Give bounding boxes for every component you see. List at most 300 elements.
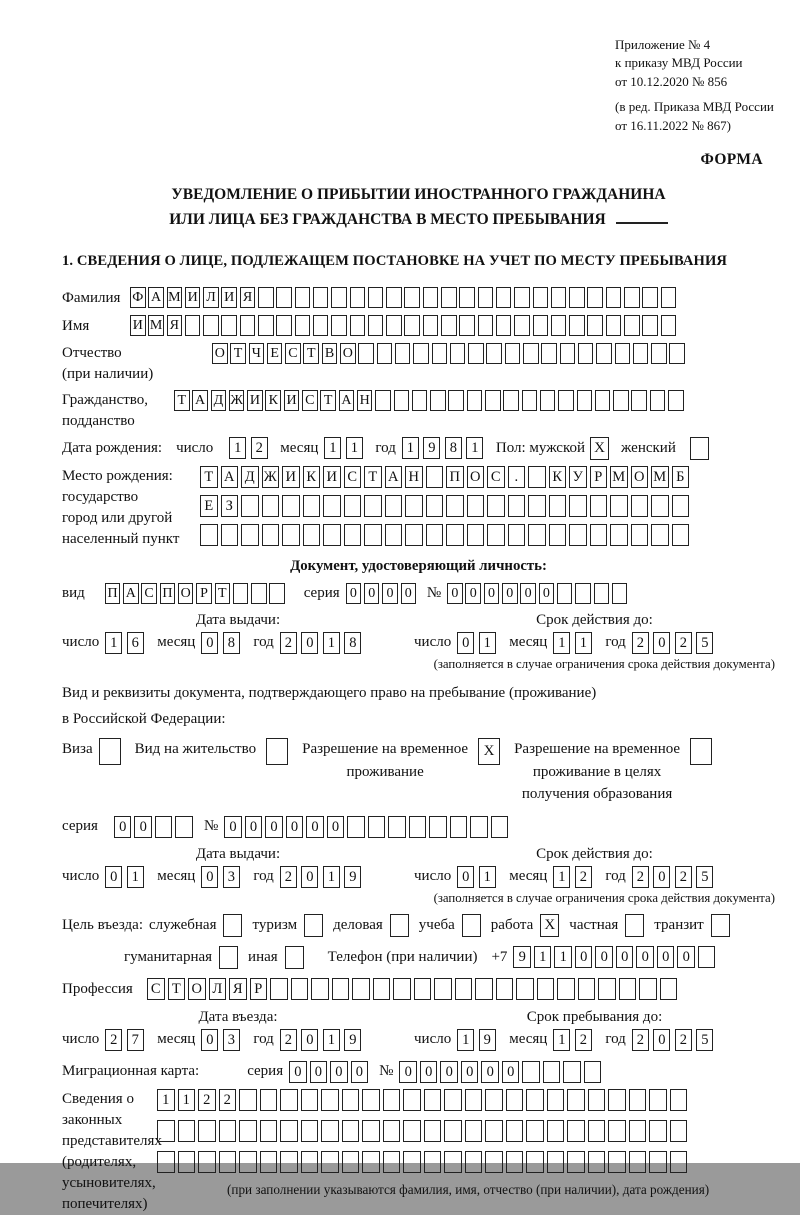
char-cell[interactable]: И — [130, 315, 146, 336]
char-cell[interactable] — [301, 1151, 319, 1173]
char-cell[interactable] — [157, 1120, 175, 1142]
char-cell[interactable]: Ф — [130, 287, 146, 308]
char-cell[interactable] — [368, 315, 384, 336]
char-cell[interactable] — [282, 524, 300, 546]
char-cell[interactable]: 0 — [105, 866, 122, 888]
char-cell[interactable] — [178, 1120, 196, 1142]
char-cell[interactable] — [344, 524, 362, 546]
char-cell[interactable]: З — [221, 495, 239, 517]
char-cell[interactable] — [487, 495, 505, 517]
char-cell[interactable] — [414, 978, 432, 1000]
char-cell[interactable] — [506, 1151, 524, 1173]
char-cell[interactable]: 0 — [484, 583, 500, 604]
char-cell[interactable] — [649, 1089, 667, 1111]
char-cell[interactable]: 2 — [251, 437, 268, 459]
char-cell[interactable] — [405, 495, 423, 517]
char-cell[interactable] — [594, 583, 610, 604]
char-cell[interactable] — [467, 524, 485, 546]
char-cell[interactable] — [239, 1151, 257, 1173]
char-cell[interactable] — [613, 390, 629, 411]
char-cell[interactable] — [590, 524, 608, 546]
char-cell[interactable] — [426, 495, 444, 517]
char-cell[interactable]: 0 — [201, 632, 218, 654]
char-cell[interactable] — [642, 287, 658, 308]
char-cell[interactable] — [631, 390, 647, 411]
char-cell[interactable] — [615, 343, 631, 364]
char-cell[interactable] — [233, 583, 249, 604]
char-cell[interactable]: 1 — [157, 1089, 175, 1111]
char-cell[interactable]: 2 — [675, 632, 692, 654]
char-cell[interactable] — [595, 390, 611, 411]
char-cell[interactable] — [280, 1089, 298, 1111]
char-cell[interactable]: 2 — [632, 866, 649, 888]
purpose-other-checkbox[interactable] — [285, 946, 304, 969]
char-cell[interactable] — [404, 287, 420, 308]
char-cell[interactable]: П — [160, 583, 176, 604]
char-cell[interactable]: 0 — [575, 946, 593, 968]
char-cell[interactable] — [629, 1120, 647, 1142]
char-cell[interactable]: 2 — [198, 1089, 216, 1111]
char-cell[interactable] — [543, 1061, 561, 1083]
char-cell[interactable]: 0 — [653, 632, 670, 654]
char-cell[interactable]: Р — [196, 583, 212, 604]
char-cell[interactable]: 0 — [502, 1061, 520, 1083]
char-cell[interactable] — [465, 1120, 483, 1142]
purpose-private-checkbox[interactable] — [625, 914, 644, 937]
char-cell[interactable] — [610, 524, 628, 546]
char-cell[interactable]: Я — [167, 315, 183, 336]
char-cell[interactable] — [459, 287, 475, 308]
char-cell[interactable] — [486, 343, 502, 364]
char-cell[interactable] — [321, 1089, 339, 1111]
char-cell[interactable] — [424, 1089, 442, 1111]
char-cell[interactable]: Т — [364, 466, 382, 488]
char-cell[interactable] — [441, 287, 457, 308]
char-cell[interactable] — [508, 495, 526, 517]
char-cell[interactable] — [496, 287, 512, 308]
char-cell[interactable]: С — [285, 343, 301, 364]
char-cell[interactable] — [624, 287, 640, 308]
char-cell[interactable] — [608, 1120, 626, 1142]
char-cell[interactable] — [375, 390, 391, 411]
char-cell[interactable] — [468, 343, 484, 364]
char-cell[interactable] — [424, 1120, 442, 1142]
char-cell[interactable]: 8 — [344, 632, 361, 654]
char-cell[interactable] — [383, 1120, 401, 1142]
char-cell[interactable]: 2 — [575, 866, 592, 888]
char-cell[interactable]: 0 — [616, 946, 634, 968]
char-cell[interactable] — [528, 466, 546, 488]
char-cell[interactable] — [459, 315, 475, 336]
char-cell[interactable]: 0 — [301, 632, 318, 654]
char-cell[interactable]: С — [147, 978, 165, 1000]
char-cell[interactable] — [639, 978, 657, 1000]
char-cell[interactable] — [301, 1120, 319, 1142]
char-cell[interactable]: 0 — [245, 816, 263, 838]
char-cell[interactable] — [368, 287, 384, 308]
char-cell[interactable] — [610, 495, 628, 517]
char-cell[interactable]: 6 — [127, 632, 144, 654]
purpose-work-checkbox[interactable]: X — [540, 914, 559, 937]
char-cell[interactable] — [485, 1151, 503, 1173]
char-cell[interactable] — [541, 343, 557, 364]
char-cell[interactable]: Д — [241, 466, 259, 488]
char-cell[interactable] — [276, 315, 292, 336]
char-cell[interactable] — [670, 1151, 688, 1173]
char-cell[interactable] — [441, 315, 457, 336]
char-cell[interactable]: М — [651, 466, 669, 488]
char-cell[interactable] — [661, 315, 677, 336]
char-cell[interactable]: 1 — [178, 1089, 196, 1111]
char-cell[interactable]: 1 — [324, 437, 341, 459]
char-cell[interactable] — [178, 1151, 196, 1173]
char-cell[interactable] — [503, 390, 519, 411]
char-cell[interactable] — [608, 1151, 626, 1173]
char-cell[interactable] — [505, 343, 521, 364]
char-cell[interactable]: 0 — [327, 816, 345, 838]
char-cell[interactable] — [175, 816, 193, 838]
char-cell[interactable] — [386, 287, 402, 308]
char-cell[interactable] — [528, 495, 546, 517]
char-cell[interactable]: К — [549, 466, 567, 488]
char-cell[interactable]: Е — [200, 495, 218, 517]
char-cell[interactable]: 7 — [127, 1029, 144, 1051]
char-cell[interactable]: Я — [229, 978, 247, 1000]
char-cell[interactable] — [590, 495, 608, 517]
char-cell[interactable]: И — [282, 466, 300, 488]
char-cell[interactable] — [455, 978, 473, 1000]
char-cell[interactable] — [670, 1120, 688, 1142]
char-cell[interactable] — [598, 978, 616, 1000]
char-cell[interactable] — [669, 343, 685, 364]
char-cell[interactable]: 0 — [201, 866, 218, 888]
visa-checkbox[interactable] — [99, 738, 121, 765]
char-cell[interactable] — [219, 1120, 237, 1142]
char-cell[interactable] — [383, 1089, 401, 1111]
char-cell[interactable] — [596, 343, 612, 364]
char-cell[interactable]: 3 — [223, 866, 240, 888]
char-cell[interactable]: Т — [174, 390, 190, 411]
char-cell[interactable]: 1 — [466, 437, 483, 459]
char-cell[interactable]: 0 — [265, 816, 283, 838]
char-cell[interactable] — [350, 315, 366, 336]
char-cell[interactable]: 0 — [286, 816, 304, 838]
char-cell[interactable]: 1 — [229, 437, 246, 459]
char-cell[interactable]: Ч — [249, 343, 265, 364]
char-cell[interactable]: М — [148, 315, 164, 336]
char-cell[interactable] — [651, 343, 667, 364]
char-cell[interactable] — [448, 390, 464, 411]
char-cell[interactable] — [280, 1120, 298, 1142]
char-cell[interactable] — [303, 495, 321, 517]
char-cell[interactable] — [465, 1151, 483, 1173]
char-cell[interactable]: К — [303, 466, 321, 488]
char-cell[interactable] — [470, 816, 488, 838]
char-cell[interactable]: 0 — [351, 1061, 369, 1083]
char-cell[interactable] — [432, 343, 448, 364]
char-cell[interactable] — [403, 1151, 421, 1173]
char-cell[interactable] — [547, 1151, 565, 1173]
char-cell[interactable]: 0 — [134, 816, 152, 838]
char-cell[interactable]: 0 — [399, 1061, 417, 1083]
char-cell[interactable]: 1 — [127, 866, 144, 888]
char-cell[interactable] — [426, 524, 444, 546]
char-cell[interactable] — [569, 287, 585, 308]
char-cell[interactable] — [358, 343, 374, 364]
char-cell[interactable] — [567, 1151, 585, 1173]
char-cell[interactable] — [651, 524, 669, 546]
char-cell[interactable]: А — [148, 287, 164, 308]
char-cell[interactable] — [423, 315, 439, 336]
char-cell[interactable] — [413, 343, 429, 364]
char-cell[interactable]: С — [141, 583, 157, 604]
char-cell[interactable]: А — [221, 466, 239, 488]
char-cell[interactable]: 0 — [457, 866, 474, 888]
char-cell[interactable] — [569, 495, 587, 517]
char-cell[interactable] — [270, 978, 288, 1000]
char-cell[interactable] — [291, 978, 309, 1000]
char-cell[interactable]: Ж — [229, 390, 245, 411]
char-cell[interactable]: 2 — [675, 866, 692, 888]
char-cell[interactable] — [533, 315, 549, 336]
char-cell[interactable] — [475, 978, 493, 1000]
char-cell[interactable] — [362, 1151, 380, 1173]
char-cell[interactable]: 0 — [440, 1061, 458, 1083]
char-cell[interactable]: А — [123, 583, 139, 604]
char-cell[interactable]: О — [178, 583, 194, 604]
char-cell[interactable] — [362, 1120, 380, 1142]
char-cell[interactable]: 5 — [696, 632, 713, 654]
char-cell[interactable] — [364, 495, 382, 517]
char-cell[interactable] — [526, 1151, 544, 1173]
char-cell[interactable] — [393, 978, 411, 1000]
char-cell[interactable] — [282, 495, 300, 517]
char-cell[interactable]: Р — [590, 466, 608, 488]
char-cell[interactable]: 0 — [114, 816, 132, 838]
char-cell[interactable] — [450, 343, 466, 364]
char-cell[interactable]: Т — [303, 343, 319, 364]
char-cell[interactable] — [344, 495, 362, 517]
char-cell[interactable] — [587, 315, 603, 336]
char-cell[interactable] — [383, 1151, 401, 1173]
char-cell[interactable] — [203, 315, 219, 336]
char-cell[interactable] — [403, 1089, 421, 1111]
char-cell[interactable] — [350, 287, 366, 308]
char-cell[interactable] — [342, 1151, 360, 1173]
char-cell[interactable] — [514, 315, 530, 336]
char-cell[interactable]: 0 — [201, 1029, 218, 1051]
char-cell[interactable] — [412, 390, 428, 411]
char-cell[interactable] — [385, 495, 403, 517]
char-cell[interactable] — [221, 315, 237, 336]
char-cell[interactable] — [450, 816, 468, 838]
char-cell[interactable] — [670, 1089, 688, 1111]
char-cell[interactable] — [478, 287, 494, 308]
char-cell[interactable]: 0 — [289, 1061, 307, 1083]
char-cell[interactable] — [276, 287, 292, 308]
char-cell[interactable] — [221, 524, 239, 546]
char-cell[interactable] — [578, 343, 594, 364]
char-cell[interactable] — [465, 1089, 483, 1111]
char-cell[interactable]: 0 — [539, 583, 555, 604]
char-cell[interactable] — [567, 1120, 585, 1142]
char-cell[interactable]: 0 — [636, 946, 654, 968]
char-cell[interactable] — [185, 315, 201, 336]
char-cell[interactable]: 1 — [479, 866, 496, 888]
char-cell[interactable]: П — [446, 466, 464, 488]
char-cell[interactable] — [588, 1120, 606, 1142]
char-cell[interactable]: У — [569, 466, 587, 488]
char-cell[interactable] — [516, 978, 534, 1000]
char-cell[interactable]: 2 — [280, 632, 297, 654]
char-cell[interactable]: А — [192, 390, 208, 411]
char-cell[interactable]: С — [487, 466, 505, 488]
char-cell[interactable] — [323, 524, 341, 546]
char-cell[interactable]: 2 — [675, 1029, 692, 1051]
purpose-official-checkbox[interactable] — [223, 914, 242, 937]
char-cell[interactable] — [649, 1120, 667, 1142]
char-cell[interactable]: 2 — [632, 632, 649, 654]
char-cell[interactable] — [342, 1089, 360, 1111]
char-cell[interactable] — [446, 495, 464, 517]
char-cell[interactable] — [311, 978, 329, 1000]
char-cell[interactable] — [321, 1151, 339, 1173]
char-cell[interactable]: 0 — [306, 816, 324, 838]
char-cell[interactable] — [404, 315, 420, 336]
char-cell[interactable]: 2 — [632, 1029, 649, 1051]
char-cell[interactable] — [429, 816, 447, 838]
char-cell[interactable] — [606, 315, 622, 336]
char-cell[interactable]: 5 — [696, 866, 713, 888]
char-cell[interactable] — [491, 816, 509, 838]
char-cell[interactable] — [478, 315, 494, 336]
char-cell[interactable]: Я — [240, 287, 256, 308]
char-cell[interactable] — [651, 495, 669, 517]
char-cell[interactable] — [385, 524, 403, 546]
char-cell[interactable] — [537, 978, 555, 1000]
char-cell[interactable]: И — [323, 466, 341, 488]
char-cell[interactable]: И — [247, 390, 263, 411]
char-cell[interactable] — [295, 315, 311, 336]
char-cell[interactable] — [487, 524, 505, 546]
char-cell[interactable]: 1 — [575, 632, 592, 654]
char-cell[interactable] — [557, 583, 573, 604]
char-cell[interactable]: 9 — [513, 946, 531, 968]
char-cell[interactable] — [523, 343, 539, 364]
char-cell[interactable] — [629, 1151, 647, 1173]
sex-female-checkbox[interactable] — [690, 437, 709, 460]
char-cell[interactable] — [198, 1151, 216, 1173]
char-cell[interactable] — [377, 343, 393, 364]
char-cell[interactable] — [506, 1120, 524, 1142]
char-cell[interactable] — [522, 390, 538, 411]
char-cell[interactable]: О — [467, 466, 485, 488]
char-cell[interactable] — [258, 315, 274, 336]
char-cell[interactable] — [403, 1120, 421, 1142]
char-cell[interactable] — [608, 1089, 626, 1111]
char-cell[interactable]: О — [212, 343, 228, 364]
char-cell[interactable]: Т — [168, 978, 186, 1000]
char-cell[interactable]: 0 — [653, 866, 670, 888]
char-cell[interactable]: 5 — [696, 1029, 713, 1051]
char-cell[interactable] — [629, 1089, 647, 1111]
temp-residence-edu-checkbox[interactable] — [690, 738, 712, 765]
char-cell[interactable] — [672, 524, 690, 546]
char-cell[interactable]: 0 — [364, 583, 380, 604]
char-cell[interactable] — [269, 583, 285, 604]
char-cell[interactable] — [661, 287, 677, 308]
char-cell[interactable]: 0 — [677, 946, 695, 968]
char-cell[interactable] — [260, 1120, 278, 1142]
char-cell[interactable] — [362, 1089, 380, 1111]
char-cell[interactable] — [619, 978, 637, 1000]
char-cell[interactable]: 1 — [479, 632, 496, 654]
char-cell[interactable] — [506, 1089, 524, 1111]
char-cell[interactable]: Ж — [262, 466, 280, 488]
char-cell[interactable] — [467, 495, 485, 517]
char-cell[interactable]: 2 — [280, 1029, 297, 1051]
char-cell[interactable]: Т — [230, 343, 246, 364]
char-cell[interactable] — [446, 524, 464, 546]
char-cell[interactable] — [260, 1151, 278, 1173]
char-cell[interactable]: 0 — [330, 1061, 348, 1083]
char-cell[interactable] — [331, 315, 347, 336]
char-cell[interactable] — [198, 1120, 216, 1142]
char-cell[interactable]: Н — [405, 466, 423, 488]
char-cell[interactable] — [485, 390, 501, 411]
char-cell[interactable] — [219, 1151, 237, 1173]
char-cell[interactable] — [155, 816, 173, 838]
char-cell[interactable]: М — [610, 466, 628, 488]
char-cell[interactable] — [157, 1151, 175, 1173]
char-cell[interactable]: И — [284, 390, 300, 411]
char-cell[interactable]: 1 — [323, 866, 340, 888]
char-cell[interactable] — [558, 390, 574, 411]
char-cell[interactable] — [560, 343, 576, 364]
purpose-study-checkbox[interactable] — [462, 914, 481, 937]
char-cell[interactable]: 8 — [223, 632, 240, 654]
sex-male-checkbox[interactable]: X — [590, 437, 609, 460]
purpose-transit-checkbox[interactable] — [711, 914, 730, 937]
char-cell[interactable] — [588, 1089, 606, 1111]
char-cell[interactable] — [467, 390, 483, 411]
char-cell[interactable]: А — [385, 466, 403, 488]
char-cell[interactable]: Л — [209, 978, 227, 1000]
char-cell[interactable] — [631, 495, 649, 517]
char-cell[interactable]: А — [339, 390, 355, 411]
char-cell[interactable] — [444, 1151, 462, 1173]
char-cell[interactable] — [526, 1120, 544, 1142]
char-cell[interactable]: 0 — [657, 946, 675, 968]
char-cell[interactable]: Т — [200, 466, 218, 488]
char-cell[interactable] — [258, 287, 274, 308]
char-cell[interactable] — [386, 315, 402, 336]
residence-permit-checkbox[interactable] — [266, 738, 288, 765]
char-cell[interactable] — [540, 390, 556, 411]
char-cell[interactable] — [251, 583, 267, 604]
char-cell[interactable] — [578, 978, 596, 1000]
char-cell[interactable] — [577, 390, 593, 411]
char-cell[interactable]: 2 — [575, 1029, 592, 1051]
char-cell[interactable]: И — [185, 287, 201, 308]
char-cell[interactable] — [672, 495, 690, 517]
char-cell[interactable] — [557, 978, 575, 1000]
char-cell[interactable]: 1 — [553, 866, 570, 888]
char-cell[interactable]: 1 — [346, 437, 363, 459]
char-cell[interactable]: 1 — [534, 946, 552, 968]
char-cell[interactable]: 0 — [653, 1029, 670, 1051]
char-cell[interactable] — [200, 524, 218, 546]
